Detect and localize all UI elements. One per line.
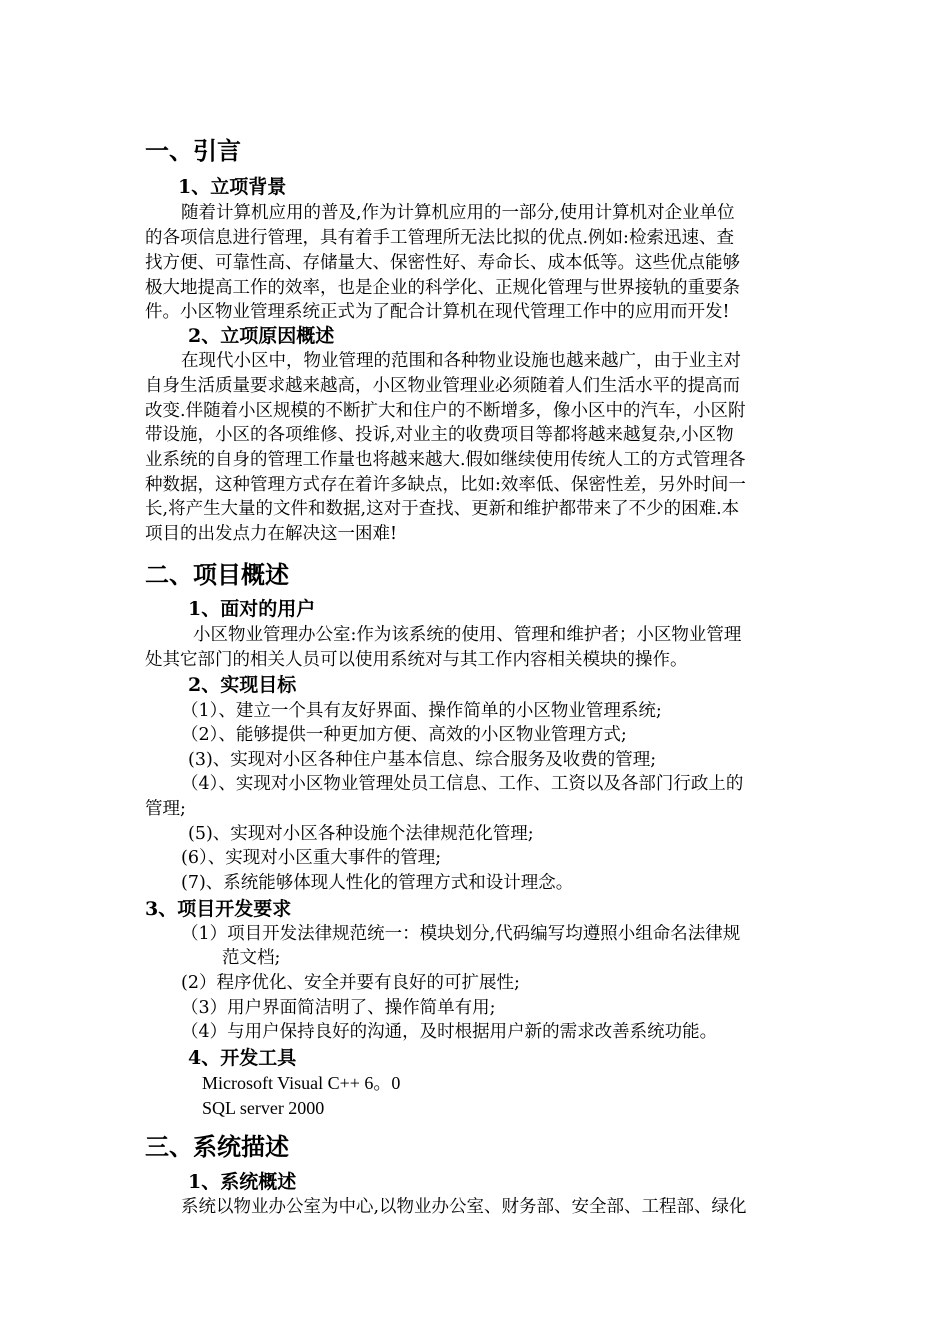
- paragraph-line: 找方便、可靠性高、存储量大、保密性好、寿命长、成本低等。这些优点能够: [145, 253, 740, 273]
- tool-item: SQL server 2000: [202, 1098, 325, 1118]
- list-item: 管理;: [145, 799, 186, 819]
- list-item: （2）、能够提供一种更加方便、高效的小区物业管理方式;: [181, 725, 627, 745]
- paragraph-line: 的各项信息进行管理，具有着手工管理所无法比拟的优点.例如:检索迅速、查: [145, 228, 734, 248]
- paragraph-line: 件。小区物业管理系统正式为了配合计算机在现代管理工作中的应用而开发!: [145, 302, 730, 322]
- list-item: （1）项目开发法律规范统一：模块划分,代码编写均遵照小组命名法律规: [181, 924, 741, 944]
- paragraph-line: 长,将产生大量的文件和数据,这对于查找、更新和维护都带来了不少的困难.本: [145, 499, 740, 519]
- paragraph-line: 业系统的自身的管理工作量也将越来越大.假如继续使用传统人工的方式管理各: [145, 450, 746, 470]
- section-2-1-title: 1、面对的用户: [188, 598, 316, 620]
- list-item: （3）用户界面简洁明了、操作简单有用;: [181, 998, 496, 1018]
- paragraph-line: 在现代小区中，物业管理的范围和各种物业设施也越来越广，由于业主对: [181, 351, 741, 371]
- section-1-title: 一、引言: [145, 136, 241, 165]
- section-1-2-title: 2、立项原因概述: [188, 325, 335, 347]
- list-item: （4）、实现对小区物业管理处员工信息、工作、工资以及各部门行政上的: [181, 774, 744, 794]
- list-item: (2）程序优化、安全并要有良好的可扩展性;: [181, 973, 520, 993]
- section-3-title: 三、系统描述: [145, 1132, 289, 1161]
- list-item: (5)、实现对小区各种设施个法律规范化管理;: [188, 824, 534, 844]
- paragraph-line: 极大地提高工作的效率，也是企业的科学化、正规化管理与世界接轨的重要条: [145, 278, 740, 298]
- section-2-3-title: 3、项目开发要求: [145, 898, 292, 920]
- list-item: (7)、系统能够体现人性化的管理方式和设计理念。: [181, 873, 574, 893]
- section-2-4-title: 4、开发工具: [188, 1047, 297, 1069]
- list-item: 范文档;: [222, 948, 281, 968]
- section-2-2-title: 2、实现目标: [188, 674, 297, 696]
- list-item: (3)、实现对小区各种住户基本信息、综合服务及收费的管理;: [188, 750, 657, 770]
- paragraph-line: 随着计算机应用的普及,作为计算机应用的一部分,使用计算机对企业单位: [181, 203, 735, 223]
- list-item: （1）、建立一个具有友好界面、操作简单的小区物业管理系统;: [181, 701, 662, 721]
- paragraph-line: 系统以物业办公室为中心,以物业办公室、财务部、安全部、工程部、绿化: [181, 1197, 747, 1217]
- paragraph-line: 小区物业管理办公室:作为该系统的使用、管理和维护者；小区物业管理: [193, 625, 742, 645]
- paragraph-line: 种数据，这种管理方式存在着许多缺点，比如:效率低、保密性差，另外时间一: [145, 475, 746, 495]
- paragraph-line: 项目的出发点力在解决这一困难!: [145, 524, 398, 544]
- tool-item: Microsoft Visual C++ 6。0: [202, 1073, 401, 1093]
- list-item: （4）与用户保持良好的沟通，及时根据用户新的需求改善系统功能。: [181, 1022, 718, 1042]
- list-item: (6）、实现对小区重大事件的管理;: [181, 848, 442, 868]
- section-3-1-title: 1、系统概述: [188, 1171, 297, 1193]
- paragraph-line: 改变.伴随着小区规模的不断扩大和住户的不断增多，像小区中的汽车，小区附: [145, 401, 746, 421]
- paragraph-line: 带设施，小区的各项维修、投诉,对业主的收费项目等都将越来越复杂,小区物: [145, 425, 734, 445]
- section-1-1-title: 1、立项背景: [178, 176, 287, 198]
- section-2-title: 二、项目概述: [145, 560, 289, 589]
- paragraph-line: 自身生活质量要求越来越高，小区物业管理业必须随着人们生活水平的提高而: [145, 376, 740, 396]
- paragraph-line: 处其它部门的相关人员可以使用系统对与其工作内容相关模块的操作。: [145, 650, 688, 670]
